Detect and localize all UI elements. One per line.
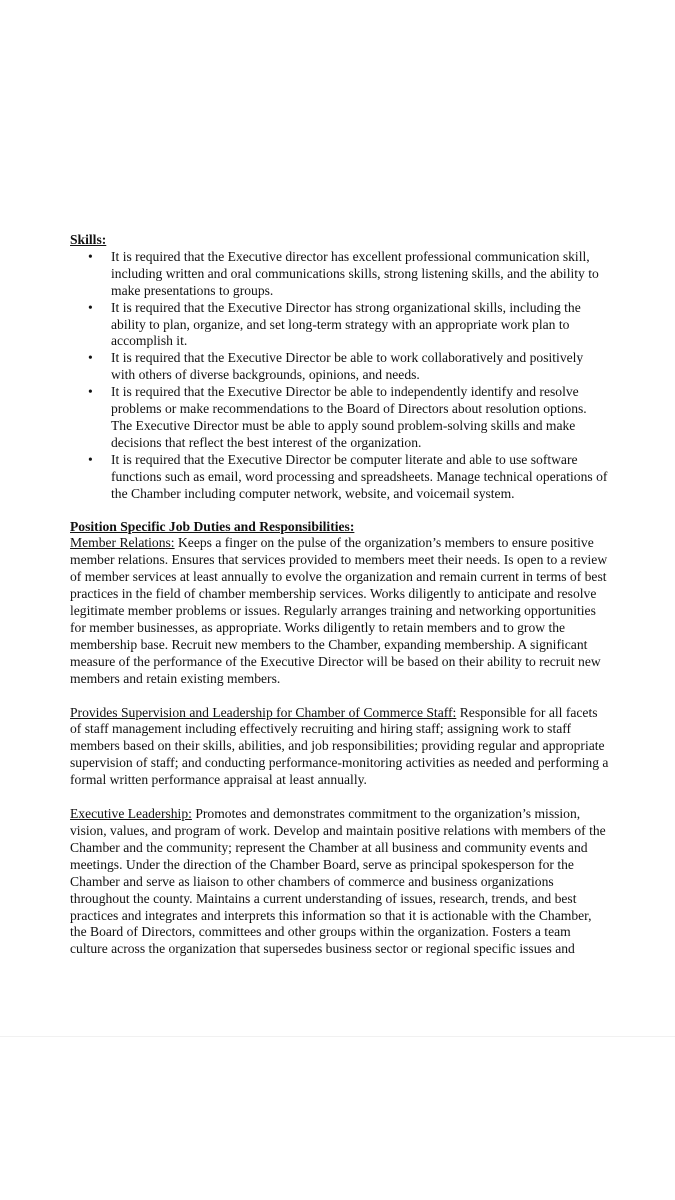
bullet-icon: •	[88, 350, 93, 366]
bullet-icon: •	[88, 451, 93, 467]
duty-text: Responsible for all facets of staff management including effectively recruiting and hiring staff; assigning work to staff members based on their skills, abilities, and job responsibilities; providing regular and appropriate supervision of staff; and conducting performance-monitoring activities as needed and performing a formal written performance appraisal at least annually.	[70, 704, 609, 788]
bullet-icon: •	[88, 248, 93, 264]
list-item	[70, 350, 610, 384]
skill-text: It is required that the Executive Director be able to work collaboratively and positively with others of diverse backgrounds, opinions, and needs.	[111, 350, 584, 383]
duty-label: Member Relations:	[70, 535, 175, 551]
skills-heading: Skills:	[70, 232, 107, 247]
list-item	[70, 249, 610, 300]
duty-label: Executive Leadership:	[70, 806, 192, 822]
skill-text: It is required that the Executive Director has strong organizational skills, including the ability to plan, organize, and set long-term strategy with an appropriate work plan to accomplish it.	[111, 299, 581, 349]
duties-heading: Position Specific Job Duties and Responsibilities:	[70, 518, 355, 534]
page-edge-divider	[0, 1036, 675, 1037]
duty-text: Promotes and demonstrates commitment to the organization’s mission, vision, values, and program of work. Develop and maintain positive relations with members of the Chamber and the community; represent the Chamber at all business and community events and meetings. Under the direction of the Chamber Board, serve as principal spokesperson for the Chamber and serve as liaison to other chambers of commerce and business organizations throughout the county. Maintains a current understanding of issues, research, trends, and best practices and integrates and interprets this information so that it is actionable with the Chamber, the Board of Directors, committees and other groups within the organization. Fosters a team culture across the organization that supersedes business sector or regional specific issues and	[70, 806, 606, 957]
duty-text: Keeps a finger on the pulse of the organization’s members to ensure positive member relations. Ensures that services provided to members meet their needs. Is open to a review of member services at least annually to evolve the organization and remain current in terms of best practices in the field of chamber membership services. Works diligently to anticipate and resolve legitimate member problems or issues. Regularly arranges training and networking opportunities for member businesses, as appropriate. Works diligently to retain members and to grow the membership base. Recruit new members to the Chamber, expanding membership. A significant measure of the performance of the Executive Director will be based on their ability to recruit new members and retain existing members.	[70, 535, 608, 686]
skill-text: It is required that the Executive Director be able to independently identify and resolve problems or make recommendations to the Board of Directors about resolution options. The Executive Director must be able to apply sound problem-solving skills and make decisions that reflect the best interest of the organization.	[111, 384, 587, 450]
skills-list	[70, 249, 610, 503]
duty-paragraph-supervision	[70, 705, 610, 790]
duty-paragraph-member-relations	[70, 535, 610, 687]
list-item	[70, 384, 610, 452]
duty-label: Provides Supervision and Leadership for Chamber of Commerce Staff:	[70, 704, 457, 720]
duty-paragraph-executive-leadership	[70, 806, 610, 958]
list-item	[70, 452, 610, 503]
bullet-icon: •	[88, 299, 93, 315]
bullet-icon: •	[88, 384, 93, 400]
skill-text: It is required that the Executive Director be computer literate and able to use software functions such as email, word processing and spreadsheets. Manage technical operations of the Chamber including computer network, website, and voicemail system.	[111, 451, 608, 501]
list-item	[70, 300, 610, 351]
skill-text: It is required that the Executive director has excellent professional communication skill, including written and oral communications skills, strong listening skills, and the ability to make presentations to groups.	[111, 248, 599, 298]
document-body	[70, 232, 610, 958]
